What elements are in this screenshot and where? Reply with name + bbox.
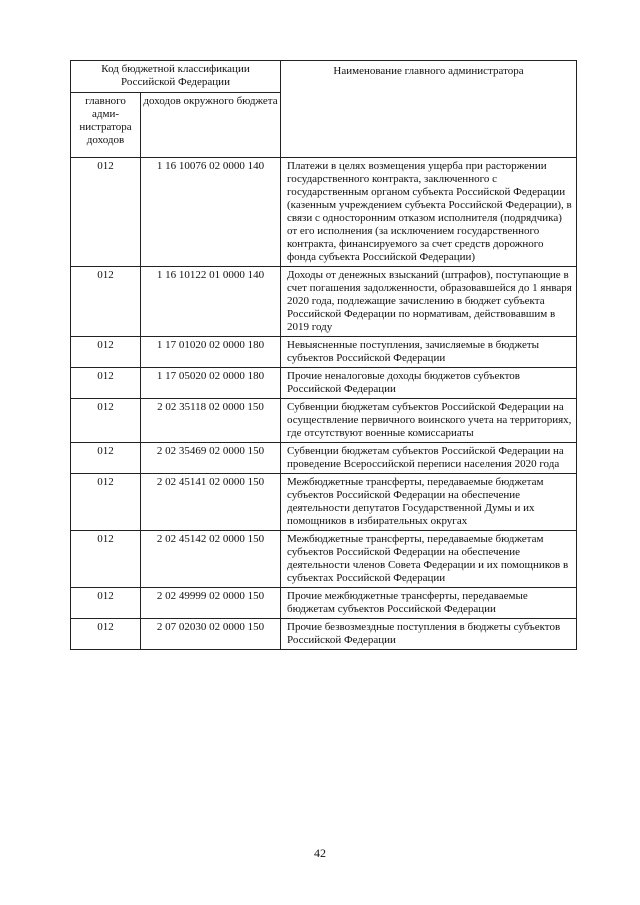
admin-code-cell: 012 [71, 368, 141, 399]
table-row [71, 337, 577, 368]
admin-code-cell: 012 [71, 158, 141, 267]
income-name-cell: Межбюджетные трансферты, передаваемые бюджетам субъектов Российской Федерации на обеспечение деятельности депутатов Государственной Думы и их помощников в избирательных округах [281, 474, 577, 531]
income-code-cell: 2 02 45142 02 0000 150 [141, 531, 281, 588]
table-row [71, 588, 577, 619]
admin-code-cell: 012 [71, 588, 141, 619]
income-code-cell: 1 17 05020 02 0000 180 [141, 368, 281, 399]
income-name-cell: Доходы от денежных взысканий (штрафов), поступающие в счет погашения задолженности, образовавшейся до 1 января 2020 года, подлежащие зачислению в бюджет субъекта Российской Федерации по нормативам, действовавшим в 2019 году [281, 267, 577, 337]
admin-code-cell: 012 [71, 531, 141, 588]
income-code-cell: 2 02 35118 02 0000 150 [141, 399, 281, 443]
header-main-admin: главного адми-нистратора доходов [71, 93, 141, 158]
page-number: 42 [314, 846, 326, 860]
admin-code-cell: 012 [71, 337, 141, 368]
admin-code-cell: 012 [71, 443, 141, 474]
table-row [71, 267, 577, 337]
header-district-income: доходов окружного бюджета [141, 93, 281, 158]
income-code-cell: 2 02 35469 02 0000 150 [141, 443, 281, 474]
income-code-cell: 1 16 10122 01 0000 140 [141, 267, 281, 337]
header-code-group: Код бюджетной классификации Российской Федерации [71, 61, 281, 93]
income-name-cell: Прочие межбюджетные трансферты, передаваемые бюджетам субъектов Российской Федерации [281, 588, 577, 619]
income-name-cell: Прочие безвозмездные поступления в бюджеты субъектов Российской Федерации [281, 619, 577, 650]
admin-code-cell: 012 [71, 619, 141, 650]
income-code-cell: 2 07 02030 02 0000 150 [141, 619, 281, 650]
table-row [71, 531, 577, 588]
table-row [71, 619, 577, 650]
table-row [71, 158, 577, 267]
table-body [71, 158, 577, 650]
income-code-cell: 2 02 49999 02 0000 150 [141, 588, 281, 619]
header-admin-name: Наименование главного администратора [281, 61, 577, 158]
table-row [71, 474, 577, 531]
income-code-cell: 1 17 01020 02 0000 180 [141, 337, 281, 368]
admin-code-cell: 012 [71, 474, 141, 531]
income-name-cell: Прочие неналоговые доходы бюджетов субъектов Российской Федерации [281, 368, 577, 399]
budget-classification-table [70, 60, 577, 650]
table-row [71, 443, 577, 474]
income-name-cell: Субвенции бюджетам субъектов Российской Федерации на осуществление первичного воинского учета на территориях, где отсутствуют военные комиссариаты [281, 399, 577, 443]
table-header-row [71, 61, 577, 93]
table-row [71, 368, 577, 399]
income-name-cell: Межбюджетные трансферты, передаваемые бюджетам субъектов Российской Федерации на обеспечение деятельности членов Совета Федерации и их помощников в субъектах Российской Федерации [281, 531, 577, 588]
table-row [71, 399, 577, 443]
income-name-cell: Субвенции бюджетам субъектов Российской Федерации на проведение Всероссийской переписи населения 2020 года [281, 443, 577, 474]
income-name-cell: Невыясненные поступления, зачисляемые в бюджеты субъектов Российской Федерации [281, 337, 577, 368]
income-name-cell: Платежи в целях возмещения ущерба при расторжении государственного контракта, заключенного с государственным органом субъекта Российской Федерации (казенным учреждением субъекта Российской Федерации), в связи с односторонним отказом исполнителя (подрядчика) от его исполнения (за исключением государственного контракта, финансируемого за счет средств дорожного фонда субъекта Российской Федерации) [281, 158, 577, 267]
admin-code-cell: 012 [71, 267, 141, 337]
income-code-cell: 2 02 45141 02 0000 150 [141, 474, 281, 531]
admin-code-cell: 012 [71, 399, 141, 443]
income-code-cell: 1 16 10076 02 0000 140 [141, 158, 281, 267]
